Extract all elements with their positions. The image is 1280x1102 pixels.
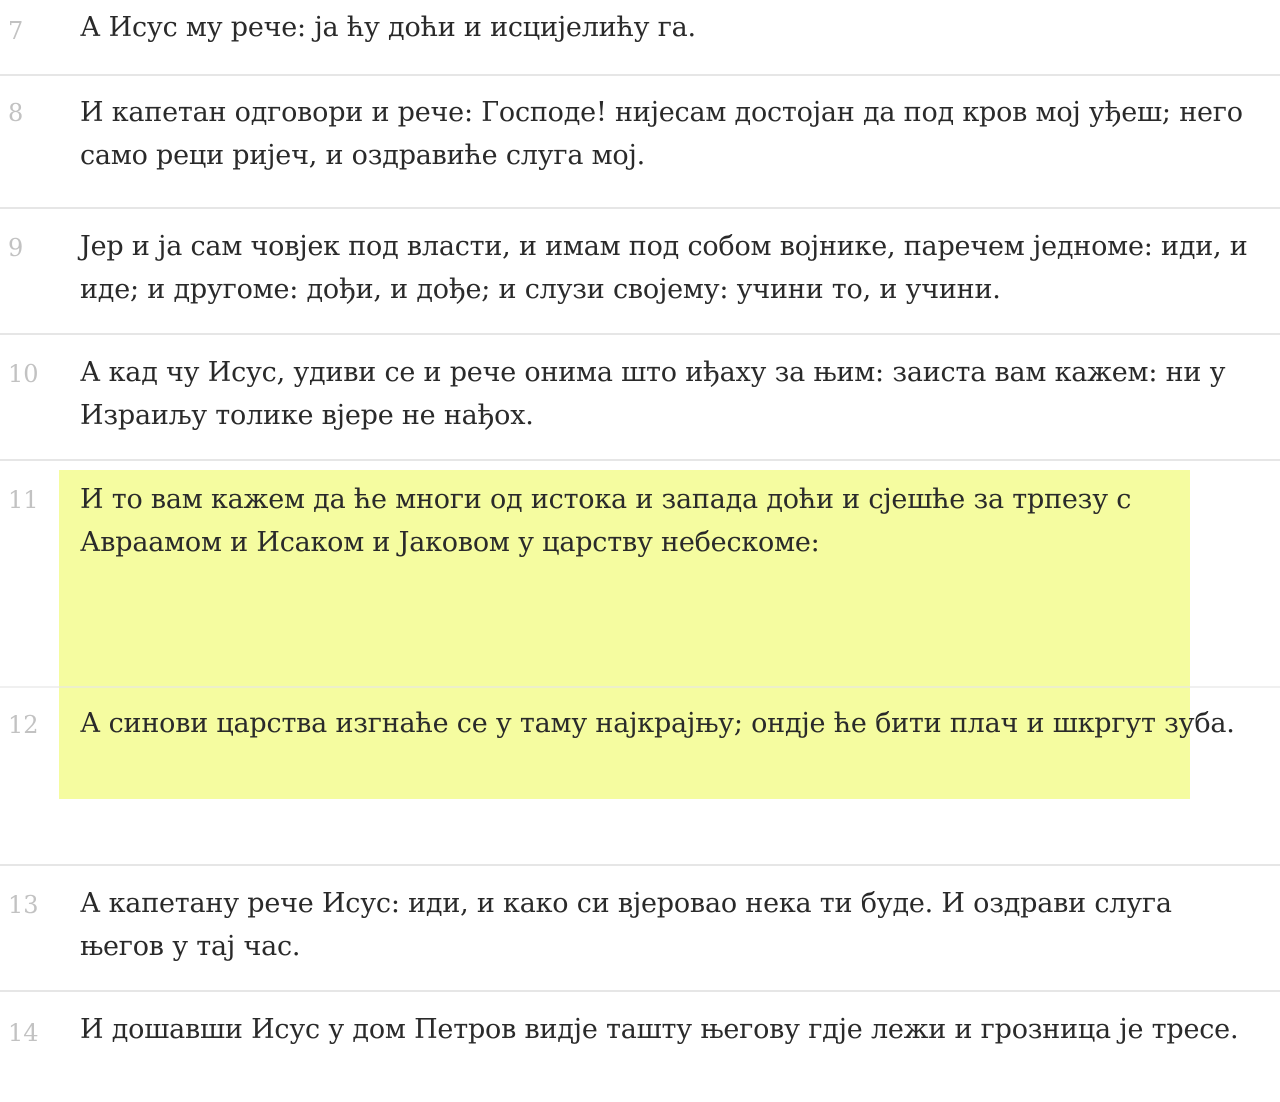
verse-13[interactable]: [0, 866, 1280, 992]
verse-number: 8: [8, 99, 24, 127]
verse-text[interactable]: И то вам кажем да ће многи од истока и запада доћи и сјешће за трпезу с Авраамом и Исаком и Јаковом у царству небескоме:: [80, 484, 1132, 558]
verse-number: 14: [8, 1019, 39, 1047]
verse-7[interactable]: [0, 0, 1280, 76]
verse-text[interactable]: И дошавши Исус у дом Петров видје ташту његову гдје лежи и грозница је тресе.: [80, 1014, 1239, 1045]
verse-text[interactable]: А синови царства изгнаће се у таму најкрајњу; ондје ће бити плач и шкргут зуба.: [80, 708, 1235, 739]
verse-9[interactable]: [0, 209, 1280, 335]
verse-number: 12: [8, 711, 39, 739]
verse-text[interactable]: А кад чу Исус, удиви се и рече онима што иђаху за њим: заиста вам кажем: ни у Израиљу толике вјере не нађох.: [80, 357, 1226, 431]
verse-number: 9: [8, 234, 24, 262]
verse-14[interactable]: [0, 992, 1280, 1102]
verse-12[interactable]: [0, 688, 1280, 866]
verse-number: 10: [8, 360, 39, 388]
verse-text[interactable]: Јер и ја сам човјек под власти, и имам под собом војнике, паречем једноме: иди, и иде; и другоме: дођи, и дође; и слузи својему: учини то, и учини.: [80, 231, 1248, 305]
verse-number: 13: [8, 891, 39, 919]
verse-text[interactable]: А Исус му рече: ја ћу доћи и исцијелићу га.: [80, 12, 696, 43]
verse-text[interactable]: А капетану рече Исус: иди, и како си вјеровао нека ти буде. И оздрави слуга његов у тај час.: [80, 888, 1172, 962]
verse-number: 11: [8, 486, 39, 514]
verse-10[interactable]: [0, 335, 1280, 461]
verse-text[interactable]: И капетан одговори и рече: Господе! нијесам достојан да под кров мој уђеш; него само реци ријеч, и оздравиће слуга мој.: [80, 97, 1243, 171]
verse-8[interactable]: [0, 76, 1280, 209]
verse-number: 7: [8, 17, 24, 45]
verse-11[interactable]: [0, 461, 1280, 687]
